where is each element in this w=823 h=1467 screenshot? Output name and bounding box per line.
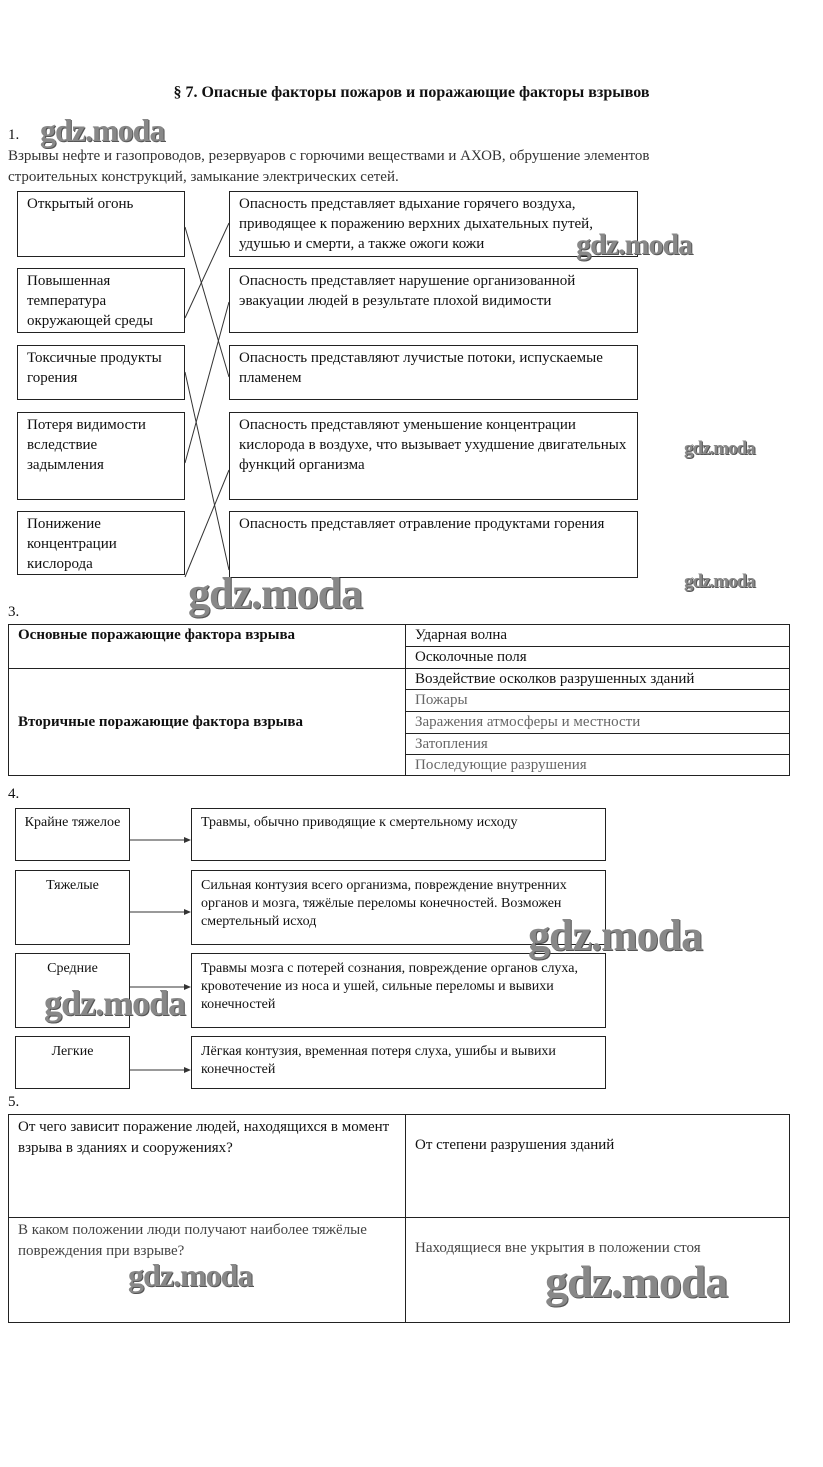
severity-label: Средние [15,953,130,1028]
watermark: gdz.moda [684,438,755,459]
arrow-head-icon [184,1067,191,1073]
arrow-head-icon [184,837,191,843]
match-right-2: Опасность представляет нарушение организованной эвакуации людей в результате плохой видимости [229,268,638,333]
severity-description: Травмы, обычно приводящие к смертельному исходу [191,808,606,861]
secondary-factor: Последующие разрушения [406,755,790,776]
match-line [185,372,229,570]
explosion-factors-table [8,624,790,776]
secondary-factors-label: Вторичные поражающие фактора взрыва [9,669,406,776]
secondary-factor: Затопления [406,734,790,755]
watermark: gdz.moda [40,112,165,148]
severity-description: Сильная контузия всего организма, повреждение внутренних органов и мозга, тяжёлые переломы конечностей. Возможен смертельный исход [191,870,606,945]
section-4-number: 4. [8,786,20,802]
section-1-answer: Взрывы нефте и газопроводов, резервуаров с горючими веществами и АХОВ, обрушение элементов строительных конструкций, замыкание электрических сетей. [8,148,650,185]
arrow-head-icon [184,909,191,915]
main-factor: Ударная волна [406,625,790,647]
match-right-1: Опасность представляет вдыхание горячего воздуха, приводящее к поражению верхних дыхательных путей, удушью и смерти, а также ожоги кожи [229,191,638,257]
match-left-5: Понижение концентрации кислорода [17,511,185,575]
match-line [185,470,229,577]
match-line [185,227,229,377]
severity-label: Легкие [15,1036,130,1089]
watermark: gdz.moda [188,569,363,618]
secondary-factor: Заражения атмосферы и местности [406,712,790,734]
main-factors-label: Основные поражающие фактора взрыва [9,625,406,669]
main-factor: Осколочные поля [406,647,790,669]
match-right-3: Опасность представляют лучистые потоки, испускаемые пламенем [229,345,638,400]
match-line [185,302,229,463]
section-5-number: 5. [8,1094,20,1110]
severity-description: Травмы мозга с потерей сознания, повреждение органов слуха, кровотечение из носа и ушей, сильные переломы и вывихи конечностей [191,953,606,1028]
section-3-number: 3. [8,604,20,620]
secondary-factor: Воздействие осколков разрушенных зданий [406,669,790,690]
match-left-3: Токсичные продукты горения [17,345,185,400]
secondary-factor: Пожары [406,690,790,712]
question: От чего зависит поражение людей, находящихся в момент взрыва в зданиях и сооружениях? [9,1115,406,1218]
severity-label: Тяжелые [15,870,130,945]
match-right-5: Опасность представляет отравление продуктами горения [229,511,638,578]
match-right-4: Опасность представляют уменьшение концентрации кислорода в воздухе, что вызывает ухудшение двигательных функций организма [229,412,638,500]
watermark: gdz.moda [528,911,703,960]
watermark: gdz.moda [44,983,186,1023]
section-1-number: 1. [8,127,20,143]
watermark: gdz.moda [684,571,755,592]
answer: Находящиеся вне укрытия в положении стоя [406,1218,790,1323]
answer: От степени разрушения зданий [406,1115,790,1218]
question: В каком положении люди получают наиболее тяжёлые повреждения при взрыве? [9,1218,406,1323]
match-left-2: Повышенная температура окружающей среды [17,268,185,333]
watermark: gdz.moda [576,228,693,261]
arrow-head-icon [184,984,191,990]
watermark: gdz.moda [545,1256,728,1307]
watermark: gdz.moda [128,1257,253,1293]
match-left-4: Потеря видимости вследствие задымления [17,412,185,500]
section-title: § 7. Опасные факторы пожаров и поражающие факторы взрывов [173,84,650,101]
match-left-1: Открытый огонь [17,191,185,257]
severity-label: Крайне тяжелое [15,808,130,861]
severity-description: Лёгкая контузия, временная потеря слуха, ушибы и вывихи конечностей [191,1036,606,1089]
